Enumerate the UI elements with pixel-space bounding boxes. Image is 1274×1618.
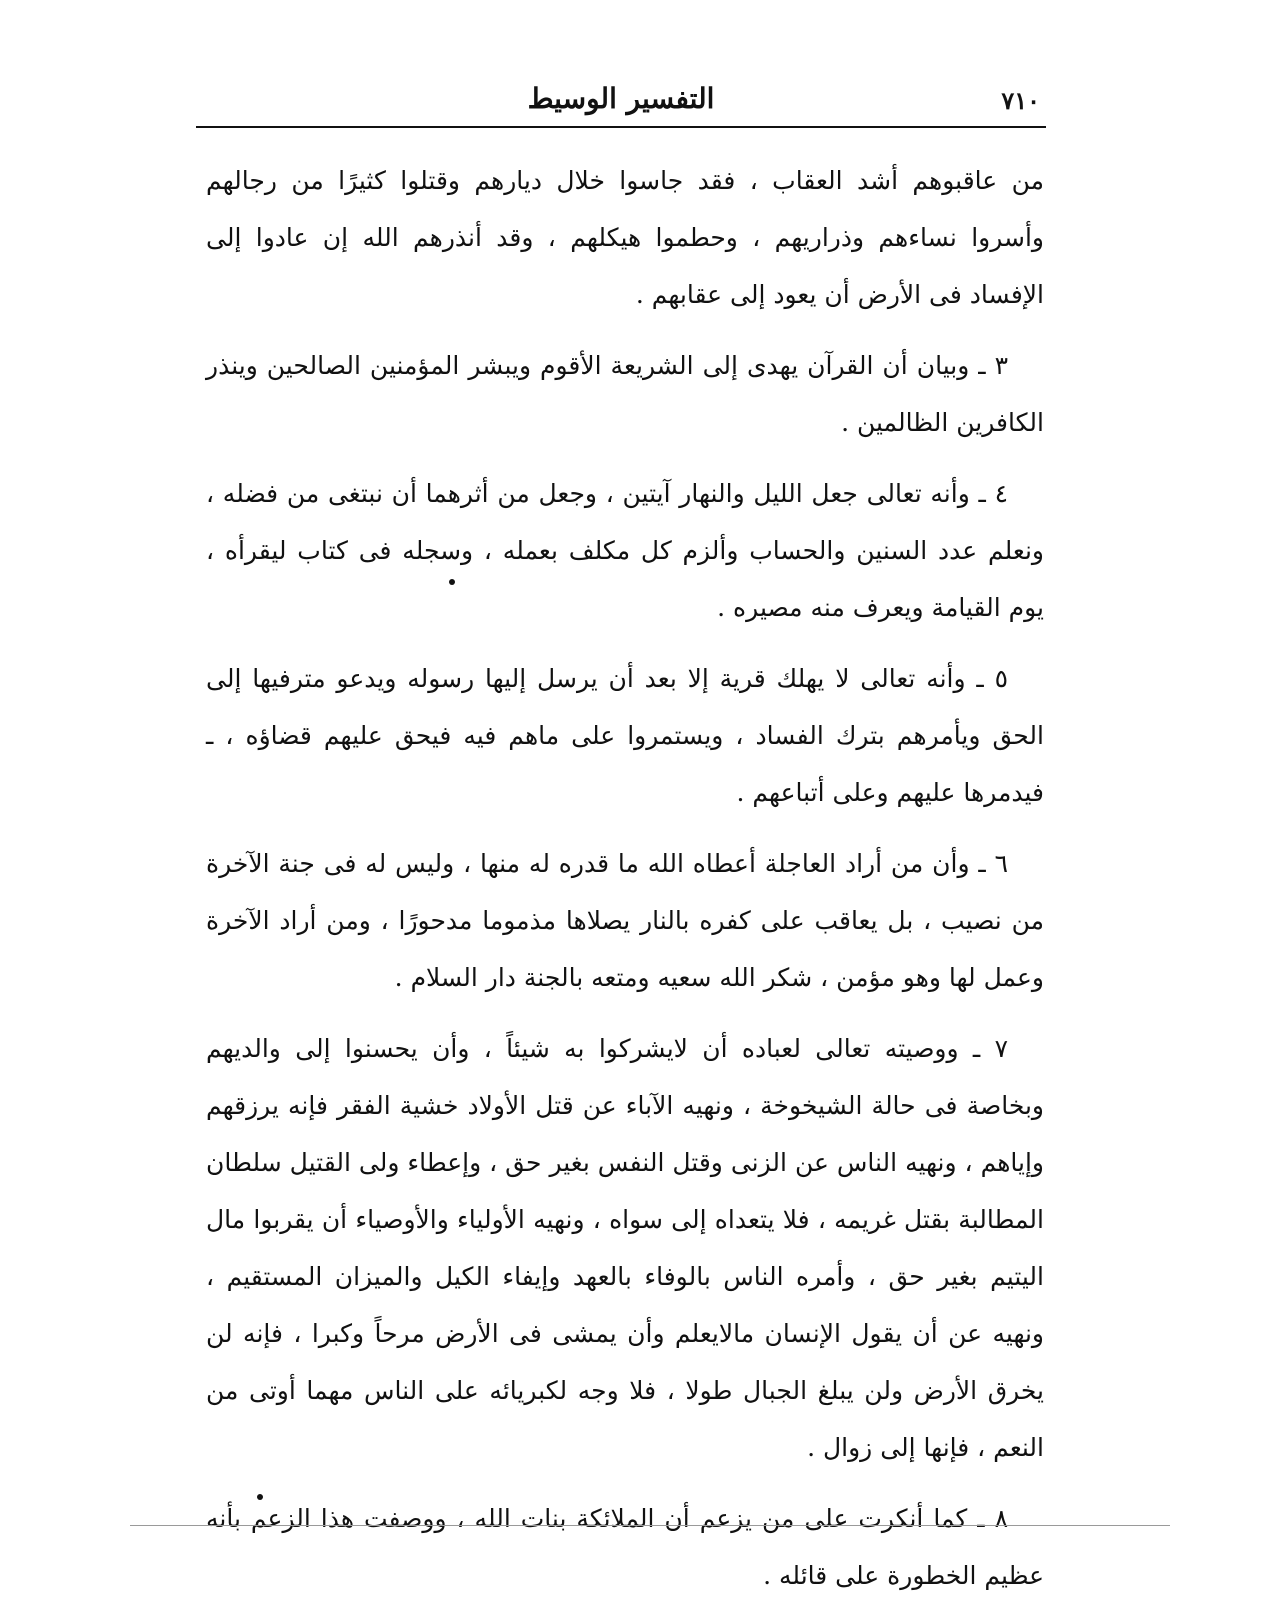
page-number: ٧١٠ bbox=[1001, 86, 1040, 115]
scan-speck bbox=[449, 579, 455, 585]
paragraph-item-8: ٨ ـ كما أنكرت على من يزعم أن الملائكة بنات الله ، ووصفت هذا الزعم بأنه عظيم الخطورة على قائله . bbox=[206, 1504, 1044, 1590]
paragraph-item-7: ٧ ـ ووصيته تعالى لعباده أن لايشركوا به شيئاً ، وأن يحسنوا إلى والديهم وبخاصة فى حالة الشيخوخة ، ونهيه الآباء عن قتل الأولاد خشية الفقر فإنه يرزقهم وإياهم ، ونهيه الناس عن الزنى وقتل النفس بغير حق ، وإعطاء ولى القتيل سلطان المطالبة بقتل غريمه ، فلا يتعداه إلى سواه ، ونهيه الأولياء والأوصياء أن يقربوا مال اليتيم بغير حق ، وأمره الناس بالوفاء بالعهد وإيفاء الكيل والميزان المستقيم ، ونهيه عن أن يقول الإنسان مالايعلم وأن يمشى فى الأرض مرحاً وكبرا ، فإنه لن يخرق الأرض ولن يبلغ الجبال طولا ، فلا وجه لكبريائه على الناس مهما أوتى من النعم ، فإنها إلى زوال . bbox=[206, 1034, 1044, 1462]
running-title: التفسير الوسيط bbox=[527, 82, 715, 115]
paragraph-item-3: ٣ ـ وبيان أن القرآن يهدى إلى الشريعة الأقوم ويبشر المؤمنين الصالحين وينذر الكافرين الظالمين . bbox=[206, 351, 1044, 437]
paragraph-item-6: ٦ ـ وأن من أراد العاجلة أعطاه الله ما قدره له منها ، وليس له فى جنة الآخرة من نصيب ، بل يعاقب على كفره بالنار يصلاها مذموما مدحورًا ، ومن أراد الآخرة وعمل لها وهو مؤمن ، شكر الله سعيه ومتعه بالجنة دار السلام . bbox=[206, 849, 1044, 992]
scan-edge-line bbox=[130, 1525, 1170, 1526]
paragraph-item-5: ٥ ـ وأنه تعالى لا يهلك قرية إلا بعد أن يرسل إليها رسوله ويدعو مترفيها إلى الحق ويأمرهم بترك الفساد ، ويستمروا على ماهم فيه فيحق عليهم قضاؤه ، ـ فيدمرها عليهم وعلى أتباعهم . bbox=[206, 664, 1044, 807]
paragraph-item-4: ٤ ـ وأنه تعالى جعل الليل والنهار آيتين ، وجعل من أثرهما أن نبتغى من فضله ، ونعلم عدد السنين والحساب وألزم كل مكلف بعمله ، وسجله فى كتاب ليقرأه ، يوم القيامة ويعرف منه مصيره . bbox=[206, 479, 1044, 622]
page-header bbox=[196, 82, 1046, 124]
header-rule bbox=[196, 126, 1046, 128]
scan-speck bbox=[257, 1494, 263, 1500]
body-text bbox=[206, 152, 1044, 1618]
paragraph-continuation: من عاقبوهم أشد العقاب ، فقد جاسوا خلال ديارهم وقتلوا كثيرًا من رجالهم وأسروا نساءهم وذراريهم ، وحطموا هيكلهم ، وقد أنذرهم الله إن عادوا إلى الإفساد فى الأرض أن يعود إلى عقابهم . bbox=[206, 166, 1044, 309]
